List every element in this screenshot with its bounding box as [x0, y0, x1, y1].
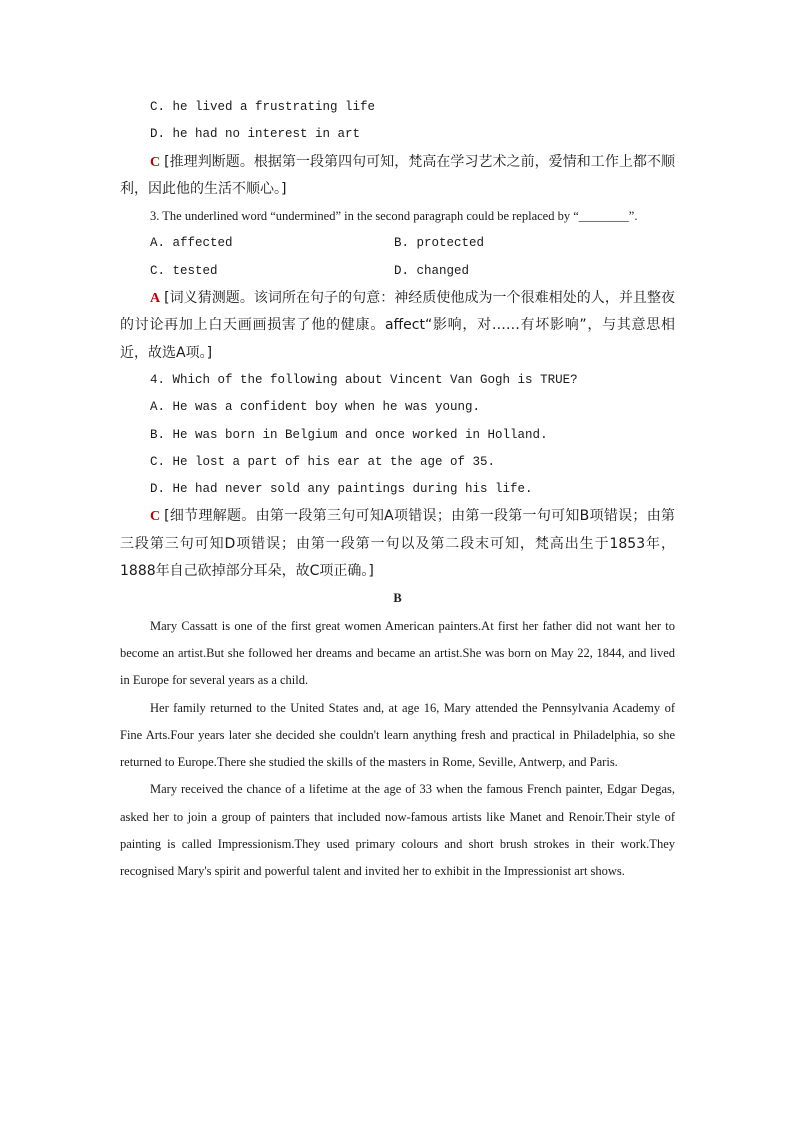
q3-options-row-1 — [120, 230, 675, 257]
page-content — [120, 94, 675, 886]
q3-option-a: A. affected — [150, 236, 233, 251]
q2-option-d: D. he had no interest in art — [150, 127, 361, 142]
q4-option-d: D. He had never sold any paintings during his life. — [150, 482, 533, 497]
q4-stem: 4. Which of the following about Vincent Van Gogh is TRUE? — [150, 372, 578, 387]
q4-explanation: [细节理解题。由第一段第三句可知A项错误；由第一段第一句可知B项错误；由第三段第三句可知D项错误；由第一段第一句以及第二段末可知，梵高出生于1853年，1888年自己砍掉部分耳朵，故C项正确。] — [120, 508, 675, 580]
q3-option-c: C. tested — [150, 263, 218, 278]
q4-option-b: B. He was born in Belgium and once worked in Holland. — [150, 427, 548, 442]
q4-answer-block — [120, 503, 675, 585]
passage-paragraph-3: Mary received the chance of a lifetime at the age of 33 when the famous French painter, Edgar Degas, asked her to join a group of painters that included now-famous artists like Manet and Renoir.Their style of painting is called Impressionism.They used primary colours and short brush strokes in their work.They recognised Mary's spirit and powerful talent and invited her to exhibit in the Impressionist art shows. — [120, 782, 675, 879]
q2-option-c: C. he lived a frustrating life — [150, 100, 376, 114]
q4-option-c: C. He lost a part of his ear at the age of 35. — [150, 454, 496, 469]
q3-option-b: B. protected — [394, 236, 485, 251]
q4-option-a: A. He was a confident boy when he was young. — [150, 400, 481, 415]
q3-options-row-2 — [120, 258, 675, 285]
passage-paragraph-2: Her family returned to the United States and, at age 16, Mary attended the Pennsylvania Academy of Fine Arts.Four years later she decided she couldn't learn anything fresh and practical in Philadelphia, so she returned to Europe.There she studied the skills of the masters in Rome, Seville, Antwerp, and Paris. — [120, 700, 675, 770]
q2-answer: C — [150, 154, 161, 170]
section-b-heading: B — [393, 591, 402, 606]
q3-option-d: D. changed — [394, 263, 470, 278]
passage-paragraph-1: Mary Cassatt is one of the first great women American painters.At first her father did not want her to become an artist.But she followed her dreams and became an artist.She was born on May 22, 1844, and lived in Europe for several years as a child. — [120, 618, 675, 688]
q3-explanation: [词义猜测题。该词所在句子的句意：神经质使他成为一个很难相处的人，并且整夜的讨论再加上白天画画损害了他的健康。affect“影响，对……有坏影响”，与其意思相近，故选A项。] — [120, 290, 675, 361]
q2-answer-block — [120, 149, 675, 204]
q4-answer: C — [150, 509, 161, 525]
q3-answer: A — [150, 291, 161, 307]
q2-explanation: [推理判断题。根据第一段第四句可知，梵高在学习艺术之前，爱情和工作上都不顺利，因此他的生活不顺心。] — [120, 153, 675, 197]
q3-answer-block — [120, 285, 675, 367]
q3-stem: 3. The underlined word “undermined” in the second paragraph could be replaced by “________”. — [150, 209, 638, 224]
